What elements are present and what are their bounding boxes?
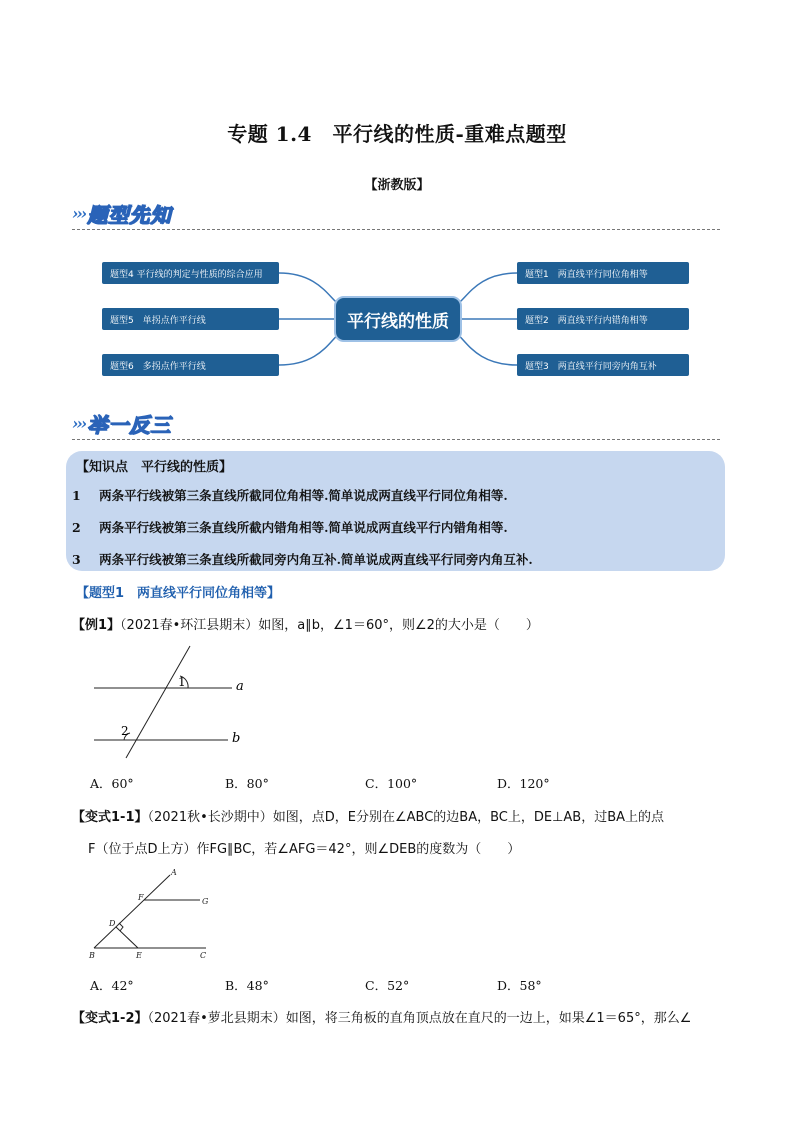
section-arrows-icon: ››› [72, 203, 86, 223]
mindmap-node-type1: 题型1 两直线平行同位角相等 [517, 262, 689, 284]
mindmap-node-type3: 题型3 两直线平行同旁内角互补 [517, 354, 689, 376]
section-overview-label: 题型先知 [87, 202, 172, 227]
knowledge-line-number: 2 [72, 520, 81, 535]
section-practice-label: 举一反三 [87, 412, 172, 437]
type1-heading: 【题型1 两直线平行同位角相等】 [76, 586, 281, 601]
example1-option-d: D．120° [497, 776, 550, 791]
knowledge-line-text: 两条平行线被第三条直线所截内错角相等.简单说成两直线平行内错角相等. [99, 520, 508, 535]
variant1-2-text: （2021春•萝北县期末）如图，将三角板的直角顶点放在直尺的一边上，如果∠1＝65°，那么∠ [147, 1011, 692, 1026]
label-a: a [236, 679, 244, 694]
segment-de [116, 927, 138, 948]
variant1-1-tag: 【变式1-1】 [72, 810, 148, 825]
example1-text: （2021春•环江县期末）如图，a∥b，∠1＝60°，则∠2的大小是（ ） [120, 618, 539, 633]
example1-option-b: B．80° [225, 776, 269, 791]
transversal [126, 646, 190, 758]
section-arrows-icon: ››› [72, 413, 86, 433]
variant1-1-option-a: A．42° [90, 978, 134, 993]
knowledge-line [72, 518, 508, 536]
knowledge-line [72, 550, 533, 568]
knowledge-line-text: 两条平行线被第三条直线所截同位角相等.简单说成两直线平行同位角相等. [99, 488, 508, 503]
label-A: A [171, 868, 177, 877]
example1-option-c: C．100° [365, 776, 418, 791]
knowledge-line [72, 486, 508, 504]
label-angle1: 1 [178, 675, 186, 689]
label-F: F [138, 893, 144, 902]
variant1-1-line2: F（位于点D上方）作FG∥BC，若∠AFG＝42°，则∠DEB的度数为（ ） [88, 842, 521, 857]
variant1-1-figure [84, 866, 224, 966]
label-b: b [232, 731, 241, 746]
label-B: B [89, 951, 95, 960]
variant1-2-tag: 【变式1-2】 [72, 1011, 148, 1026]
mindmap-node-type6: 题型6 多拐点作平行线 [102, 354, 279, 376]
mindmap-node-type2: 题型2 两直线平行内错角相等 [517, 308, 689, 330]
knowledge-title: 【知识点 平行线的性质】 [76, 460, 233, 475]
knowledge-line-number: 1 [72, 488, 81, 503]
edition-label: 【浙教版】 [364, 178, 430, 193]
label-angle2: 2 [121, 724, 129, 738]
section-divider [72, 439, 720, 440]
section-practice-heading [72, 408, 171, 438]
knowledge-line-text: 两条平行线被第三条直线所截同旁内角互补.简单说成两直线平行同旁内角互补. [99, 552, 533, 567]
label-D: D [109, 919, 116, 928]
variant1-1-option-c: C．52° [365, 978, 410, 993]
example1-figure [88, 642, 258, 762]
label-C: C [200, 951, 207, 960]
mindmap-node-type4: 题型4 平行线的判定与性质的综合应用 [102, 262, 279, 284]
variant1-1-question [72, 806, 664, 825]
knowledge-line-number: 3 [72, 552, 81, 567]
example1-option-a: A．60° [90, 776, 134, 791]
variant1-1-option-d: D．58° [497, 978, 542, 993]
ray-ba [94, 875, 170, 948]
label-E: E [136, 951, 142, 960]
mindmap-node-type5: 题型5 单拐点作平行线 [102, 308, 279, 330]
label-G: G [202, 897, 209, 906]
example1-tag: 【例1】 [72, 618, 121, 633]
variant1-1-line1: （2021秋•长沙期中）如图，点D，E分别在∠ABC的边BA，BC上，DE⊥AB，过BA上的点 [147, 810, 665, 825]
variant1-2-question [72, 1007, 691, 1026]
example1-question [72, 614, 539, 633]
page-title: 专题 1.4 平行线的性质-重难点题型 [227, 122, 567, 146]
mindmap-center: 平行线的性质 [334, 296, 462, 342]
variant1-1-option-b: B．48° [225, 978, 269, 993]
